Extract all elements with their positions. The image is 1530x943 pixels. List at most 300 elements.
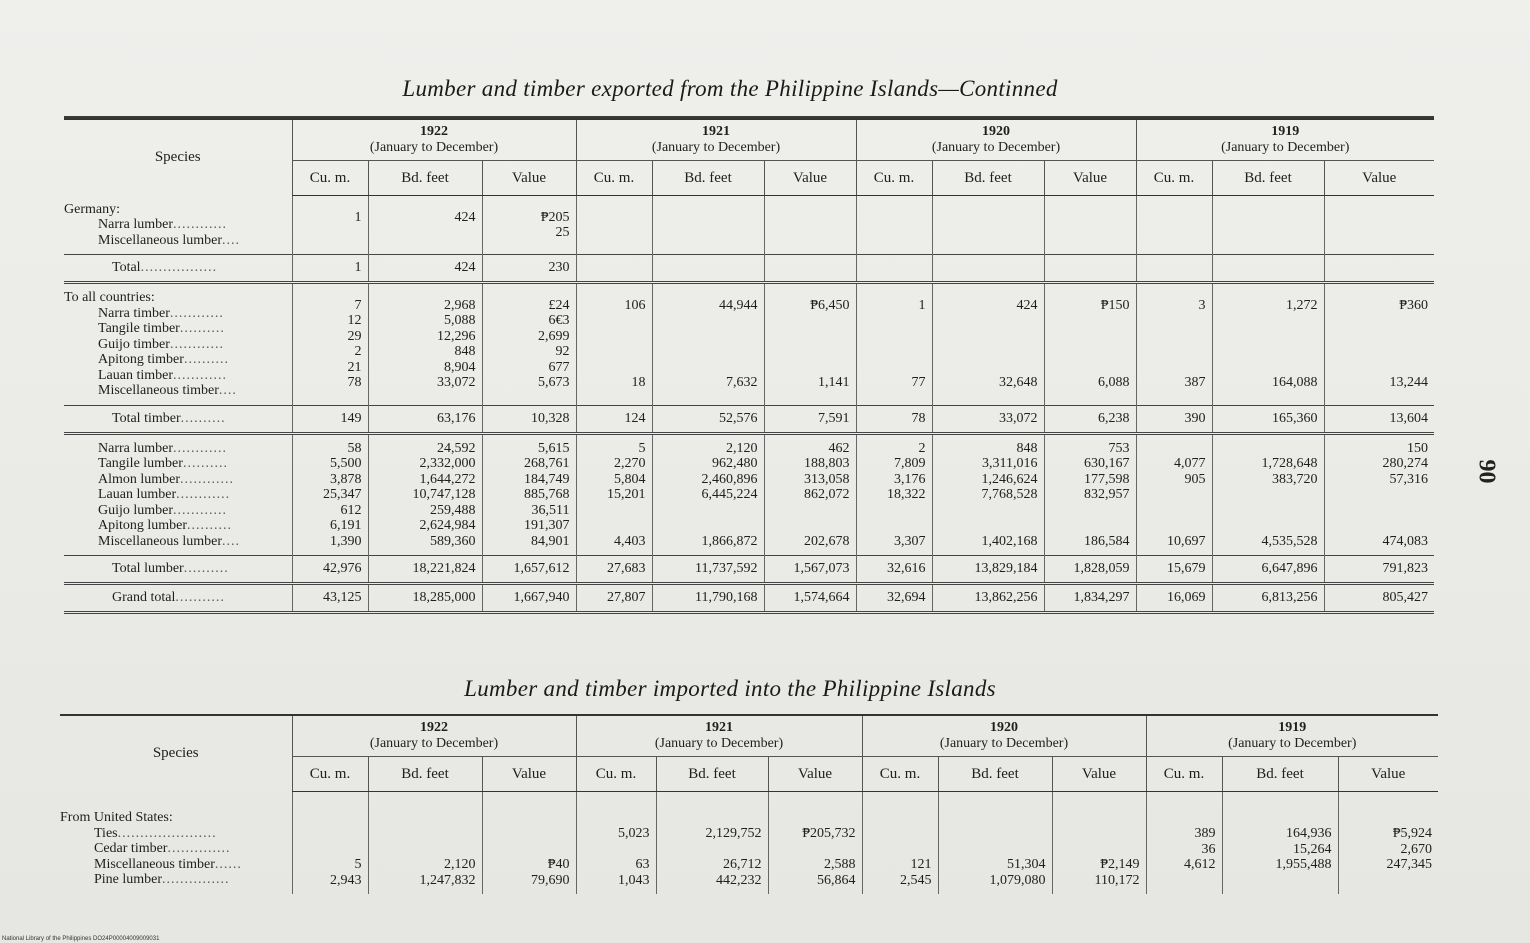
- cell-value: ₱2,149: [1100, 857, 1140, 872]
- cell-value: [771, 329, 850, 345]
- cell-value: 2,545: [900, 872, 932, 888]
- cell-value: 3,311,016: [982, 456, 1038, 471]
- cell-value: 29: [347, 328, 362, 344]
- column-header: Cu. m.: [292, 161, 368, 196]
- import-table-title: Lumber and timber imported into the Philippine Islands: [464, 676, 996, 701]
- value-y1919: [1324, 433, 1434, 556]
- cell-value: [863, 210, 926, 226]
- cell-value: [1331, 360, 1429, 376]
- total-value: [652, 255, 764, 283]
- import-col-4: [656, 792, 768, 895]
- cell-value: [1331, 225, 1429, 241]
- column-header: Bd. feet: [368, 161, 482, 196]
- cell-value: 21: [347, 359, 362, 375]
- year-label: 1920: [990, 720, 1018, 735]
- cell-value: 1,390: [330, 533, 362, 549]
- total-value: 424: [368, 255, 482, 283]
- cell-value: ₱6,450: [810, 297, 850, 313]
- empty-cell: [764, 196, 856, 255]
- year-label: 1921: [702, 124, 730, 139]
- year-range: (January to December): [1221, 140, 1350, 155]
- species-name: [60, 841, 286, 857]
- total-value: 42,976: [292, 556, 368, 584]
- import-col-6: [862, 792, 938, 895]
- total-value: 18,285,000: [368, 584, 482, 613]
- species-name: [64, 503, 286, 519]
- leader-dots: ...............: [162, 872, 230, 887]
- empty-cell: [856, 196, 932, 255]
- empty-cell: [652, 196, 764, 255]
- cell-value: 36,511: [531, 502, 570, 518]
- species-name: [64, 352, 286, 368]
- cell-value: 1: [918, 297, 926, 313]
- cell-value: 106: [624, 297, 646, 313]
- cell-value: 110,172: [1094, 872, 1140, 888]
- species-label: Miscellaneous lumber: [98, 232, 223, 248]
- cell-value: 188,803: [804, 456, 850, 471]
- year-label: 1922: [420, 124, 448, 139]
- leader-dots: ............: [173, 217, 228, 232]
- total-label-text: [64, 260, 286, 276]
- total-value: 1,574,664: [764, 584, 856, 613]
- leader-dots: ....: [222, 533, 241, 549]
- cell-value: [659, 313, 758, 329]
- cell-value: 442,232: [716, 872, 762, 888]
- total-value: 390: [1136, 405, 1212, 433]
- species-cell: [64, 433, 292, 556]
- cell-value: [583, 313, 646, 329]
- cell-value: 424: [1016, 297, 1038, 313]
- species-label: Apitong timber: [98, 352, 184, 367]
- cell-value: [1051, 360, 1130, 376]
- cell-value: [1219, 344, 1318, 360]
- cell-value: 77: [911, 375, 926, 391]
- total-label: [64, 584, 292, 613]
- species-name: [64, 456, 286, 472]
- column-header: Value: [1324, 161, 1434, 196]
- cell-value: 862,072: [804, 487, 850, 502]
- cu-m-1922: [292, 196, 368, 255]
- cell-value: 589,360: [430, 533, 476, 549]
- cell-value: [583, 344, 646, 360]
- leader-dots: ....: [222, 232, 241, 248]
- total-label-word: Total timber: [112, 410, 181, 426]
- total-value: 27,807: [576, 584, 652, 613]
- cell-value: [1153, 873, 1216, 889]
- cell-value: 848: [1016, 440, 1038, 456]
- empty-cell: [1136, 196, 1212, 255]
- cell-value: [583, 503, 646, 519]
- cell-value: 63: [635, 857, 650, 872]
- species-label: Guijo timber: [98, 336, 170, 352]
- cell-value: 1,728,648: [1261, 456, 1318, 471]
- total-label-text: [64, 590, 286, 606]
- cell-value: [583, 210, 646, 226]
- bd-feet-y1921: [652, 433, 764, 556]
- cell-value: [939, 313, 1038, 329]
- column-header: Bd. feet: [652, 161, 764, 196]
- total-value: 13,604: [1324, 405, 1434, 433]
- import-col-9: [1146, 792, 1222, 895]
- cell-value: 1,043: [618, 872, 650, 888]
- cell-value: [771, 360, 850, 376]
- cell-value: [489, 826, 570, 842]
- column-header: Value: [482, 757, 576, 792]
- cell-value: 186,584: [1084, 533, 1130, 549]
- cell-value: 2,624,984: [419, 518, 476, 533]
- cell-value: 1,247,832: [419, 872, 476, 888]
- cell-value: 474,083: [1382, 533, 1429, 549]
- column-header: Bd. feet: [932, 161, 1044, 196]
- cell-value: 164,088: [1272, 375, 1318, 391]
- cell-value: [583, 329, 646, 345]
- cell-value: [771, 313, 850, 329]
- species-label: Ties: [94, 825, 118, 841]
- species-label: Lauan lumber: [98, 487, 177, 502]
- cell-value: [1051, 518, 1130, 534]
- cell-value: 5,088: [444, 313, 476, 329]
- cu-m-y1921: [576, 283, 652, 406]
- cell-value: 280,274: [1382, 456, 1429, 471]
- cu-m-y1919: [1136, 433, 1212, 556]
- cell-value: [1059, 842, 1140, 858]
- cell-value: 10,747,128: [412, 487, 476, 502]
- value-y1922: [482, 283, 576, 406]
- cell-value: [863, 518, 926, 534]
- total-value: 149: [292, 405, 368, 433]
- cell-value: 58: [347, 440, 362, 456]
- cell-value: 5: [354, 857, 362, 872]
- year-header: [292, 119, 576, 161]
- cell-value: 247,345: [1386, 857, 1433, 872]
- leader-dots: ...........: [175, 590, 225, 606]
- cell-value: 7: [354, 297, 362, 313]
- cell-value: 3: [1198, 297, 1206, 313]
- value-y1922: [482, 433, 576, 556]
- column-header: Value: [1044, 161, 1136, 196]
- year-header: [1136, 119, 1434, 161]
- year-range: (January to December): [939, 736, 1069, 751]
- cell-value: [1331, 518, 1429, 534]
- import-col-10: [1222, 792, 1338, 895]
- empty-cell: [1324, 196, 1434, 255]
- total-value: 10,328: [482, 405, 576, 433]
- year-label: 1920: [982, 124, 1010, 139]
- cell-value: 962,480: [712, 456, 758, 471]
- value-y1921: [764, 433, 856, 556]
- cell-value: 848: [454, 344, 476, 360]
- cell-value: [1143, 210, 1206, 226]
- group-label: To all countries:: [64, 290, 155, 305]
- total-timber-row: [64, 405, 1434, 433]
- cell-value: [1051, 329, 1130, 345]
- total-value: 32,616: [856, 556, 932, 584]
- cell-value: 630,167: [1084, 456, 1130, 471]
- cell-value: [1143, 329, 1206, 345]
- total-value: 16,069: [1136, 584, 1212, 613]
- species-name: [60, 872, 286, 888]
- cell-value: £24: [548, 297, 570, 313]
- cell-value: 268,761: [524, 456, 570, 471]
- year-range: (January to December): [369, 140, 499, 155]
- cu-m-y1921: [576, 433, 652, 556]
- cell-value: [659, 344, 758, 360]
- cell-value: [1059, 826, 1140, 842]
- cell-value: 164,936: [1286, 826, 1332, 841]
- import-col-0: [292, 792, 368, 895]
- cell-value: 5,023: [618, 826, 650, 841]
- cell-value: [1219, 487, 1318, 503]
- cell-value: 5,500: [330, 456, 362, 471]
- cell-value: [1051, 313, 1130, 329]
- cell-value: 51,304: [1007, 857, 1046, 872]
- cell-value: [1143, 518, 1206, 534]
- cell-value: 12,296: [437, 328, 476, 344]
- cell-value: [659, 360, 758, 376]
- cell-value: [939, 344, 1038, 360]
- cell-value: [375, 826, 476, 842]
- cell-value: [771, 225, 850, 241]
- cell-value: [299, 842, 362, 858]
- cell-value: 2,120: [726, 440, 758, 456]
- column-header: Bd. feet: [656, 757, 768, 792]
- export-table-title: Lumber and timber exported from the Philippine Islands—Continned: [402, 76, 1058, 101]
- cell-value: 2,670: [1400, 841, 1433, 857]
- year-header: [576, 119, 856, 161]
- cell-value: ₱360: [1399, 297, 1429, 313]
- cell-value: [583, 225, 646, 241]
- cu-m-y1920: [856, 433, 932, 556]
- import-col-11: [1338, 792, 1438, 895]
- year-range: (January to December): [651, 140, 781, 155]
- cell-value: [1229, 873, 1332, 889]
- cell-value: 15,264: [1293, 841, 1332, 857]
- cell-value: 3,307: [894, 533, 926, 549]
- column-header: Cu. m.: [856, 161, 932, 196]
- group-label: Germany:: [64, 201, 120, 217]
- cell-value: 44,944: [719, 297, 758, 313]
- cell-value: [375, 225, 476, 241]
- cell-value: 2,943: [330, 872, 362, 888]
- cell-value: [1331, 313, 1429, 329]
- species-name: [64, 383, 286, 399]
- total-value: 11,737,592: [652, 556, 764, 584]
- value-1922: [482, 196, 576, 255]
- cell-value: 92: [555, 344, 570, 360]
- year-label: 1919: [1278, 720, 1307, 735]
- cell-value: 3,176: [894, 471, 926, 487]
- species-label: Apitong lumber: [98, 518, 188, 533]
- leader-dots: ..........: [183, 352, 229, 367]
- cell-value: 7,632: [726, 375, 758, 391]
- cell-value: 1,402,168: [981, 533, 1038, 549]
- cell-value: 13,244: [1389, 375, 1429, 391]
- species-label: Tangile lumber: [98, 456, 183, 471]
- bd-feet-y1920: [932, 433, 1044, 556]
- total-value: 1,667,940: [482, 584, 576, 613]
- cell-value: [1219, 210, 1318, 226]
- cell-value: 389: [1194, 826, 1216, 841]
- cell-value: [775, 842, 856, 858]
- cell-value: 462: [828, 440, 850, 456]
- year-range: (January to December): [1228, 736, 1357, 751]
- empty-cell: [1212, 196, 1324, 255]
- cell-value: 885,768: [524, 487, 570, 502]
- cell-value: [863, 313, 926, 329]
- empty-cell: [932, 196, 1044, 255]
- cell-value: [771, 210, 850, 226]
- cell-value: [771, 518, 850, 534]
- species-label: Guijo lumber: [98, 502, 174, 518]
- total-value: 27,683: [576, 556, 652, 584]
- column-header: Value: [1052, 757, 1146, 792]
- cell-value: 387: [1184, 375, 1206, 391]
- total-label-word: Grand total: [112, 590, 176, 606]
- species-name: [64, 368, 286, 384]
- cell-value: 424: [454, 209, 476, 225]
- cell-value: [1219, 441, 1318, 457]
- cell-value: [869, 842, 932, 858]
- cell-value: [863, 503, 926, 519]
- cell-value: [1143, 313, 1206, 329]
- cell-value: 259,488: [430, 502, 476, 518]
- cell-value: ₱5,924: [1392, 826, 1433, 841]
- cell-value: [489, 842, 570, 858]
- species-label: Narra timber: [98, 305, 170, 321]
- cell-value: [863, 344, 926, 360]
- column-header: Bd. feet: [1222, 757, 1338, 792]
- cell-value: 26,712: [723, 857, 762, 872]
- cell-value: [1143, 344, 1206, 360]
- cell-value: [1219, 329, 1318, 345]
- import-table: [60, 714, 1438, 894]
- bd-feet-y1922: [368, 283, 482, 406]
- cell-value: 2,588: [824, 857, 856, 872]
- total-value: 805,427: [1324, 584, 1434, 613]
- total-value: 33,072: [932, 405, 1044, 433]
- year-label: 1922: [420, 720, 448, 735]
- species-label: Miscellaneous lumber: [98, 533, 223, 549]
- cell-value: [863, 225, 926, 241]
- empty-cell: [1044, 196, 1136, 255]
- cell-value: [1219, 225, 1318, 241]
- cell-value: [1219, 360, 1318, 376]
- cell-value: 383,720: [1272, 471, 1318, 487]
- leader-dots: ..............: [167, 841, 231, 856]
- bd-feet-1922: [368, 196, 482, 255]
- cell-value: [583, 518, 646, 534]
- cell-value: [863, 329, 926, 345]
- total-label-word: Total lumber: [112, 561, 184, 577]
- import-col-3: [576, 792, 656, 895]
- cell-value: [869, 826, 932, 842]
- timber-row: [64, 283, 1434, 406]
- cell-value: 32,648: [999, 375, 1038, 391]
- leader-dots: ..........: [179, 321, 225, 336]
- leader-dots: ............: [173, 502, 228, 518]
- cell-value: 612: [340, 502, 362, 518]
- species-name: [64, 321, 286, 337]
- species-cell: [60, 792, 292, 895]
- cell-value: 905: [1184, 471, 1206, 487]
- total-lumber-row: [64, 556, 1434, 584]
- cell-value: 5: [638, 440, 646, 456]
- cell-value: 202,678: [804, 533, 850, 549]
- species-name: [64, 472, 286, 488]
- grand-total-row: [64, 584, 1434, 613]
- cell-value: [583, 360, 646, 376]
- total-value: 1,834,297: [1044, 584, 1136, 613]
- cell-value: 3,878: [330, 471, 362, 487]
- cell-value: 78: [347, 375, 362, 391]
- cell-value: 18: [631, 375, 646, 391]
- import-col-8: [1052, 792, 1146, 895]
- cell-value: 1,079,080: [989, 872, 1046, 888]
- page-number: 90: [1473, 459, 1500, 484]
- cell-value: 7,768,528: [981, 487, 1038, 502]
- cell-value: 25: [555, 225, 570, 240]
- cell-value: [1051, 503, 1130, 519]
- year-range: (January to December): [369, 736, 499, 751]
- library-footer: National Library of the Philippines DO24P00004009009031: [2, 936, 160, 942]
- import-col-7: [938, 792, 1052, 895]
- cell-value: 6,191: [330, 518, 362, 533]
- cell-value: 4,403: [614, 533, 646, 549]
- cell-value: ₱205: [540, 209, 570, 225]
- species-name: [64, 217, 286, 233]
- species-label: Lauan timber: [98, 367, 174, 383]
- column-header: Cu. m.: [576, 161, 652, 196]
- cell-value: [583, 842, 650, 858]
- total-value: 15,679: [1136, 556, 1212, 584]
- total-value: [856, 255, 932, 283]
- cell-value: [1143, 487, 1206, 503]
- cell-value: [863, 360, 926, 376]
- column-header: Bd. feet: [938, 757, 1052, 792]
- bd-feet-y1922: [368, 433, 482, 556]
- cell-value: [299, 826, 362, 842]
- value-y1920: [1044, 283, 1136, 406]
- total-value: [1212, 255, 1324, 283]
- cell-value: 24,592: [437, 440, 476, 456]
- cell-value: ₱40: [547, 857, 570, 872]
- leader-dots: ......................: [117, 825, 217, 841]
- total-value: 6,647,896: [1212, 556, 1324, 584]
- cell-value: 177,598: [1084, 471, 1130, 487]
- cell-value: [939, 503, 1038, 519]
- column-header: Cu. m.: [576, 757, 656, 792]
- total-value: 32,694: [856, 584, 932, 613]
- total-value: [1044, 255, 1136, 283]
- cell-value: [1219, 503, 1318, 519]
- bd-feet-y1921: [652, 283, 764, 406]
- cell-value: [659, 329, 758, 345]
- bd-feet-y1919: [1212, 433, 1324, 556]
- cell-value: [1219, 518, 1318, 534]
- cell-value: 6€3: [548, 313, 570, 329]
- species-label: Almon lumber: [98, 471, 181, 487]
- leader-dots: ............: [169, 305, 224, 321]
- cell-value: 753: [1108, 440, 1130, 456]
- cell-value: 184,749: [524, 471, 570, 487]
- cell-value: [299, 225, 362, 241]
- cell-value: ₱150: [1100, 297, 1130, 313]
- species-name: [64, 337, 286, 353]
- total-value: 43,125: [292, 584, 368, 613]
- cell-value: 313,058: [804, 471, 850, 487]
- cell-value: 5,673: [538, 375, 570, 391]
- cu-m-y1920: [856, 283, 932, 406]
